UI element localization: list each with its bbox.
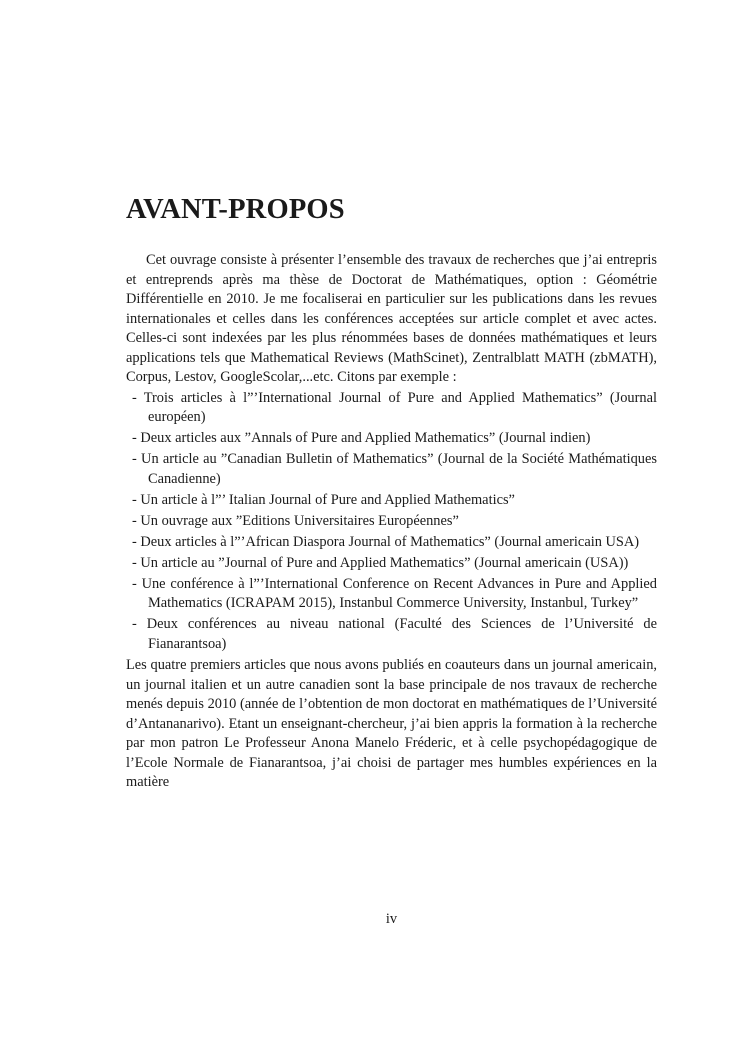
list-item: - Deux articles à l”’African Diaspora Journal of Mathematics” (Journal americain USA) [132, 533, 640, 550]
list-item: - Un ouvrage aux ”Editions Universitaires Européennes” [132, 512, 459, 529]
closing-paragraph: Les quatre premiers articles que nous avons publiés en coauteurs dans un journal americain, un journal italien et un autre canadien sont la base principale de nos travaux de recherche menés depuis 2010 (année de l’obtention de mon doctorat en mathématiques de l’Université d’Antananarivo). Etant un enseignant-chercheur, j’ai bien appris la formation à la recherche par mon patron Le Professeur Anona Manelo Fréderic, et à celle psychopédagogique de l’Ecole Normale de Fianarantsoa, j’ai choisi de partager mes humbles expériences en la matière [126, 657, 657, 790]
list-item: - Trois articles à l”’International Journal of Pure and Applied Mathematics” (Journal européen) [132, 389, 657, 425]
list-item: - Un article au ”Journal of Pure and Applied Mathematics” (Journal americain (USA)) [132, 554, 629, 571]
list-item: - Deux conférences au niveau national (Faculté des Sciences de l’Université de Fianarantsoa) [132, 616, 657, 652]
body-text [126, 251, 657, 793]
intro-paragraph: Cet ouvrage consiste à présenter l’ensemble des travaux de recherches que j’ai entrepris et entreprends après ma thèse de Doctorat de Mathématiques, option : Géométrie Différentielle en 2010. Je me focaliserai en particulier sur les publications dans les revues internationales et celles dans les conférences acceptées sur article complet et avec actes. Celles-ci sont indexées par les plus rénommées bases de données mathématiques et leurs applications tels que Mathematical Reviews (MathScinet), Zentralblatt MATH (zbMATH), Corpus, Lestov, GoogleScolar,...etc. Citons par exemple : [126, 252, 657, 385]
list-item: - Un article au ”Canadian Bulletin of Mathematics” (Journal de la Société Mathématiques Canadienne) [132, 451, 657, 487]
list-item: - Une conférence à l”’International Conference on Recent Advances in Pure and Applied Mathematics (ICRAPAM 2015), Instanbul Commerce University, Instanbul, Turkey” [132, 575, 657, 611]
page-number: iv [385, 911, 398, 927]
document-page [126, 0, 657, 1054]
list-item: - Deux articles aux ”Annals of Pure and Applied Mathematics” (Journal indien) [132, 430, 591, 446]
list-item: - Un article à l”’ Italian Journal of Pure and Applied Mathematics” [132, 491, 515, 508]
publication-list [126, 389, 657, 655]
page-title: AVANT-PROPOS [126, 194, 345, 225]
